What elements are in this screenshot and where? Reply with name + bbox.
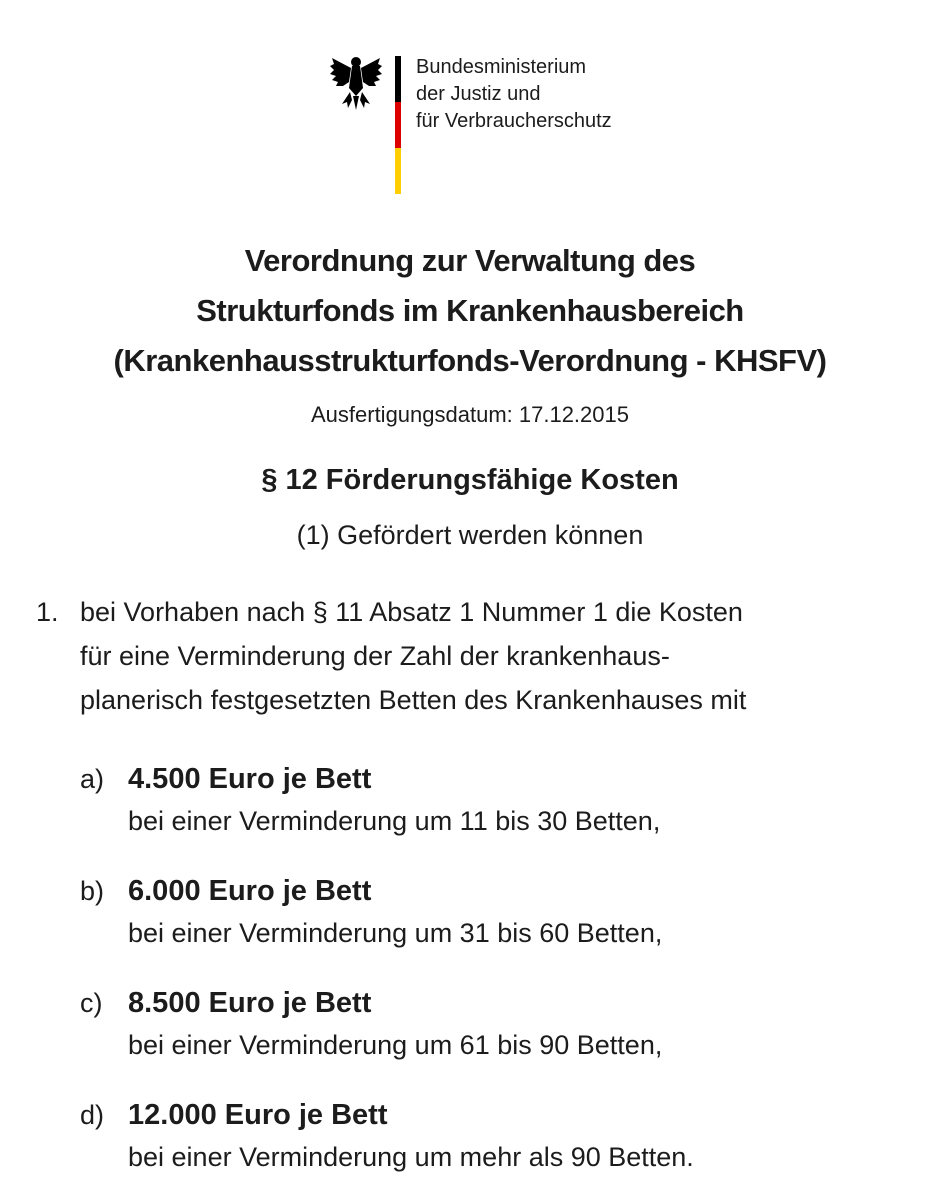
section-heading: § 12 Förderungsfähige Kosten bbox=[261, 464, 679, 496]
item-text-line: bei Vorhaben nach § 11 Absatz 1 Nummer 1 die Kosten bbox=[80, 597, 743, 627]
document-title bbox=[0, 236, 940, 386]
issue-date: Ausfertigungsdatum: 17.12.2015 bbox=[310, 402, 629, 427]
title-line: Strukturfonds im Krankenhausbereich bbox=[196, 293, 744, 328]
item-text-line: für eine Verminderung der Zahl der krankenhaus- bbox=[80, 641, 670, 671]
subitem-condition: bei einer Verminderung um 31 bis 60 Betten, bbox=[128, 918, 663, 948]
subitem-amount: 6.000 Euro je Bett bbox=[128, 875, 372, 907]
subitem-amount: 12.000 Euro je Bett bbox=[128, 1099, 388, 1131]
ministry-line: für Verbraucherschutz bbox=[416, 110, 612, 132]
subitem-amount: 8.500 Euro je Bett bbox=[128, 987, 372, 1019]
federal-eagle-icon bbox=[328, 52, 384, 112]
subitem-letter: a) bbox=[80, 764, 105, 794]
subitem-condition: bei einer Verminderung um 61 bis 90 Betten, bbox=[128, 1030, 663, 1060]
ministry-line: der Justiz und bbox=[416, 83, 541, 105]
title-line: Verordnung zur Verwaltung des bbox=[244, 243, 696, 278]
ministry-line: Bundesministerium bbox=[416, 56, 587, 78]
flag-stripe-red bbox=[395, 102, 401, 148]
subitem-condition: bei einer Verminderung um 11 bis 30 Betten, bbox=[128, 806, 661, 836]
subitem-letter: c) bbox=[80, 988, 103, 1018]
subitem-condition: bei einer Verminderung um mehr als 90 Betten. bbox=[128, 1142, 694, 1172]
flag-stripe-gold bbox=[395, 148, 401, 194]
subitem-amount: 4.500 Euro je Bett bbox=[128, 763, 372, 795]
paragraph-intro: (1) Gefördert werden können bbox=[296, 520, 644, 550]
subitem-letter: b) bbox=[80, 876, 105, 906]
flag-stripe bbox=[395, 56, 401, 194]
item-text-line: planerisch festgesetzten Betten des Krankenhauses mit bbox=[80, 685, 747, 715]
item-text bbox=[80, 590, 920, 722]
flag-stripe-black bbox=[395, 56, 401, 102]
title-line: (Krankenhausstrukturfonds-Verordnung - KHSFV) bbox=[113, 343, 827, 378]
item-number: 1. bbox=[36, 597, 59, 627]
ministry-name bbox=[416, 54, 612, 135]
subitem-letter: d) bbox=[80, 1100, 105, 1130]
